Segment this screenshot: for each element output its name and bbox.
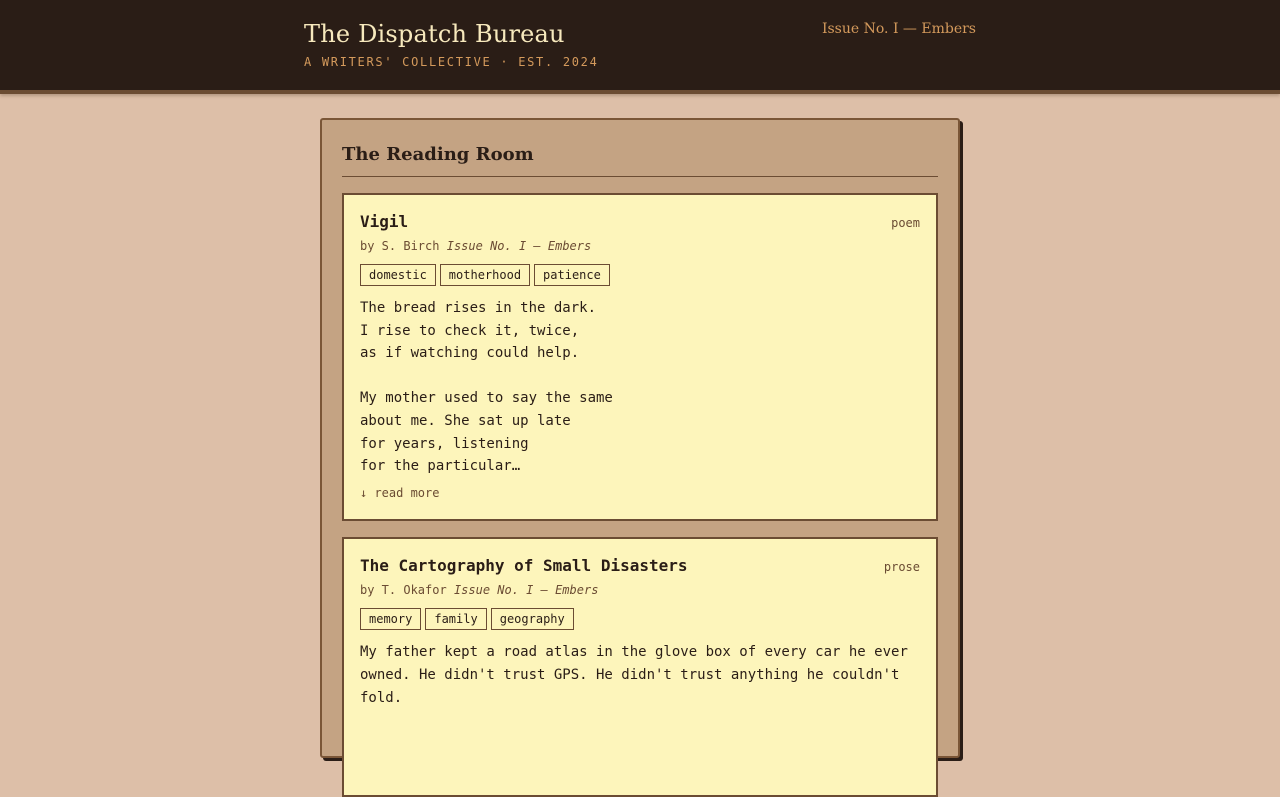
site-title[interactable]: The Dispatch Bureau (304, 20, 565, 48)
entry-title[interactable]: Vigil (360, 212, 409, 231)
section-divider (342, 176, 938, 177)
tag-list (360, 608, 920, 630)
site-header (0, 0, 1280, 94)
tag[interactable]: family (425, 608, 486, 630)
tag[interactable]: memory (360, 608, 421, 630)
tag-list (360, 264, 920, 286)
entry-kind-label: prose (883, 560, 920, 574)
entry-card (342, 193, 938, 521)
entry-title[interactable]: The Cartography of Small Disasters (360, 556, 688, 575)
entry-byline (360, 582, 920, 598)
reading-room-panel (320, 118, 960, 758)
entry-byline (360, 238, 920, 254)
tag[interactable]: patience (534, 264, 610, 286)
site-tagline: A WRITERS' COLLECTIVE · EST. 2024 (304, 55, 599, 69)
entry-excerpt: The bread rises in the dark. I rise to check it, twice, as if watching could help. My mother used to say the same about me. She sat up late for years, listening for the particular… (360, 300, 613, 475)
entry-card (342, 537, 938, 797)
entry-kind-label: poem (891, 216, 920, 230)
read-more-link[interactable]: ↓ read more (360, 485, 440, 500)
tag[interactable]: geography (491, 608, 574, 630)
section-title: The Reading Room (342, 144, 534, 165)
entry-excerpt: My father kept a road atlas in the glove box of every car he ever owned. He didn't trust GPS. He didn't trust anything he couldn't fold. (360, 644, 908, 706)
entry-author: by T. Okafor (360, 583, 447, 597)
tag[interactable]: motherhood (440, 264, 530, 286)
entry-issue: Issue No. I — Embers (453, 583, 599, 597)
entry-issue: Issue No. I — Embers (446, 239, 592, 253)
issue-link[interactable]: Issue No. I — Embers (821, 21, 976, 37)
tag[interactable]: domestic (360, 264, 436, 286)
entry-author: by S. Birch (360, 239, 440, 253)
